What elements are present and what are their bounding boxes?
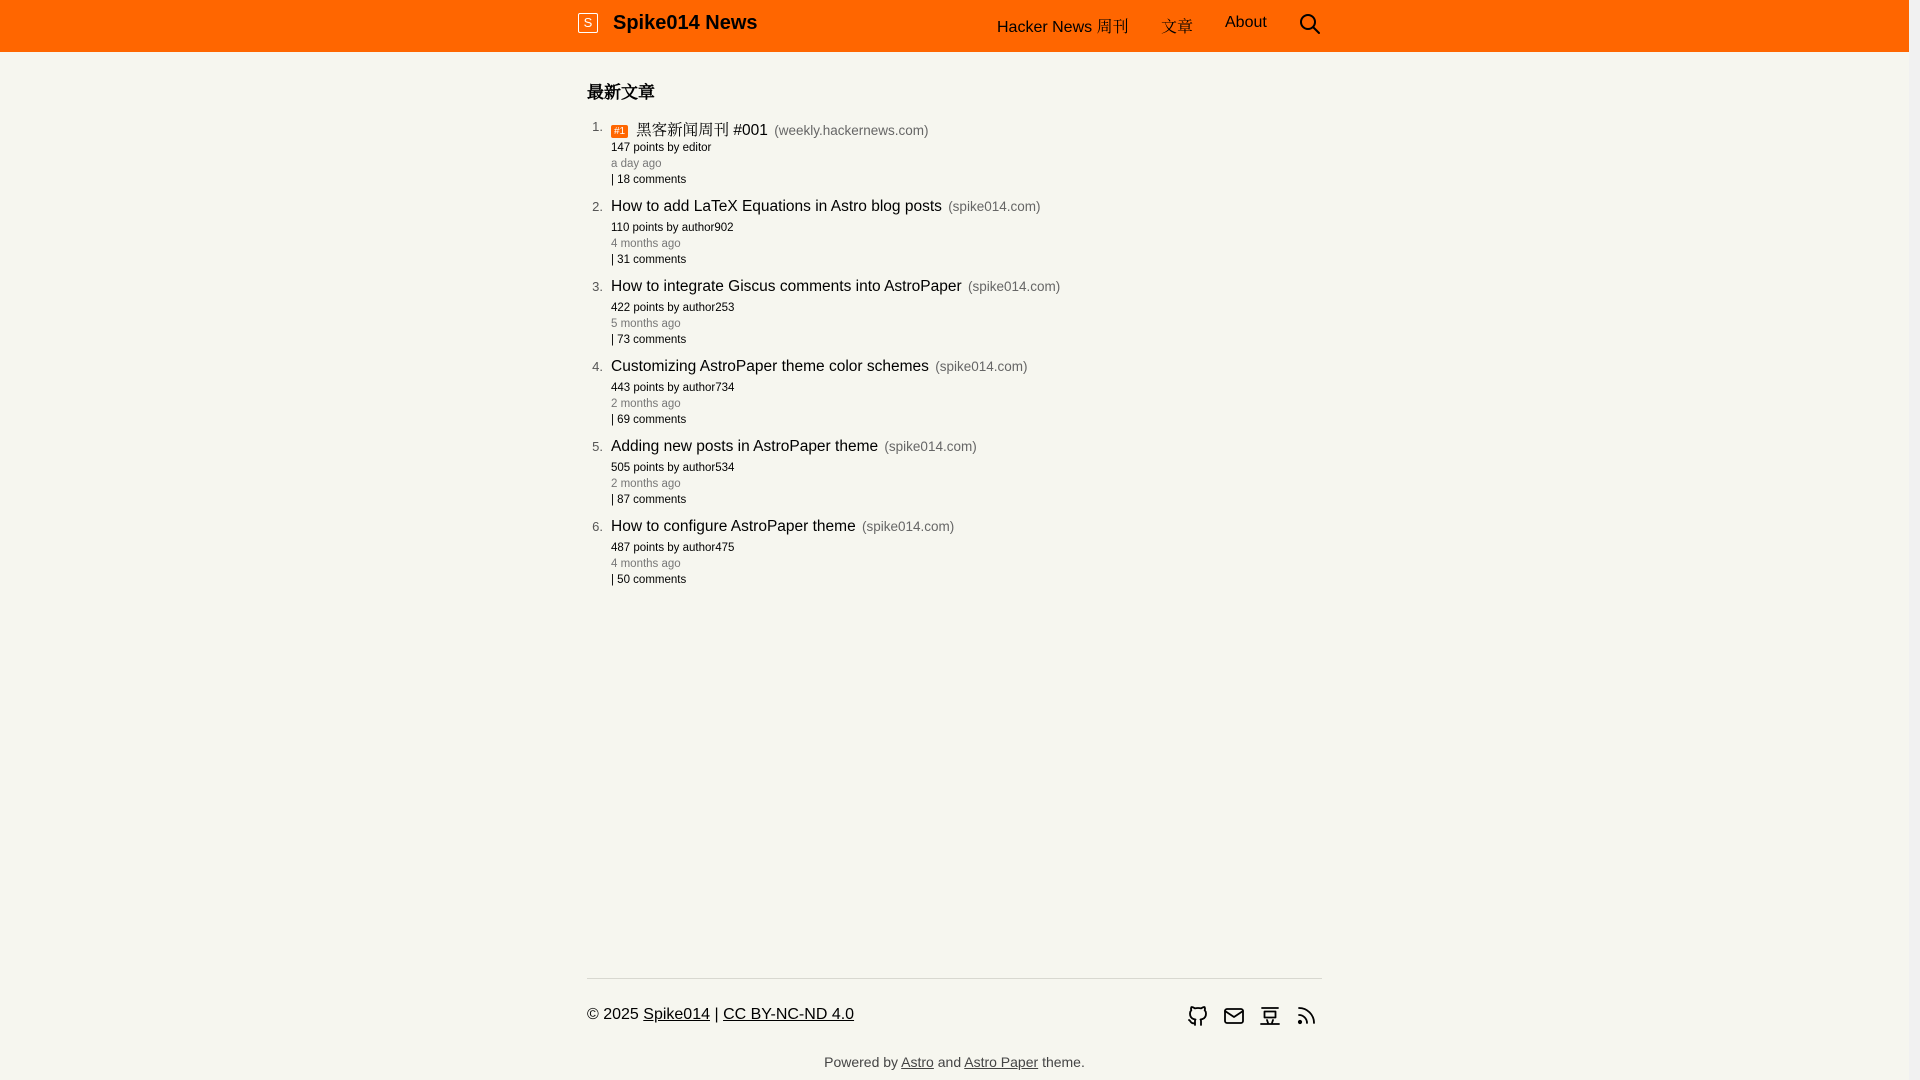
douban-link[interactable] [1258, 1004, 1282, 1028]
post-item [580, 278, 1280, 358]
post-title-link[interactable]: Customizing AstroPaper theme color schemes [611, 358, 929, 375]
astro-paper-link[interactable]: Astro Paper [964, 1054, 1039, 1070]
post-title-link[interactable]: How to add LaTeX Equations in Astro blog posts [611, 198, 942, 215]
post-time: 2 months ago [611, 398, 681, 410]
post-domain[interactable]: (spike014.com) [935, 359, 1028, 374]
post-domain[interactable]: (spike014.com) [967, 279, 1061, 294]
post-item [580, 118, 1280, 198]
post-points: 147 points by editor [611, 142, 712, 154]
copyright-text: © 2025 [587, 1006, 639, 1023]
github-link[interactable] [1186, 1004, 1210, 1028]
post-points: 487 points by author475 [611, 542, 735, 554]
astro-link[interactable]: Astro [901, 1054, 934, 1070]
nav-articles[interactable]: 文章 [1161, 19, 1194, 36]
post-points: 110 points by author902 [611, 222, 734, 234]
post-time: 4 months ago [611, 238, 681, 250]
douban-icon [1258, 1004, 1282, 1028]
post-time: a day ago [611, 158, 662, 170]
rss-icon [1294, 1004, 1318, 1028]
post-time: 4 months ago [611, 558, 681, 570]
footer-divider [587, 978, 1322, 979]
post-rank: 2. [592, 199, 603, 214]
post-comments-link[interactable]: | 69 comments [611, 414, 687, 426]
post-domain[interactable]: (spike014.com) [862, 519, 955, 534]
post-time: 2 months ago [611, 478, 681, 490]
author-link[interactable]: Spike014 [643, 1006, 710, 1023]
post-domain[interactable]: (spike014.com) [884, 439, 977, 454]
post-time: 5 months ago [611, 318, 681, 330]
post-badge: #1 [611, 125, 628, 138]
post-comments-link[interactable]: | 50 comments [611, 574, 687, 586]
site-title-link[interactable]: Spike014 News [613, 12, 758, 34]
search-icon [1298, 12, 1322, 36]
post-rank: 4. [592, 359, 603, 374]
post-domain[interactable]: (weekly.hackernews.com) [774, 123, 929, 138]
powered-by-text [0, 1054, 1909, 1070]
page-scrollbar[interactable] [1909, 0, 1920, 1080]
post-title-line [611, 438, 977, 456]
post-rank: 3. [592, 279, 603, 294]
nav-hacker-news-weekly[interactable]: Hacker News 周刊 [997, 19, 1129, 36]
post-rank: 1. [592, 119, 603, 134]
post-title-link[interactable]: How to configure AstroPaper theme [611, 518, 856, 535]
site-logo-icon[interactable]: S [578, 13, 598, 33]
post-comments-link[interactable]: | 18 comments [611, 174, 687, 186]
post-comments-link[interactable]: | 87 comments [611, 494, 687, 506]
license-link[interactable]: CC BY-NC-ND 4.0 [723, 1006, 855, 1023]
github-icon [1186, 1004, 1210, 1028]
post-item [580, 518, 1280, 598]
post-comments-link[interactable]: | 73 comments [611, 334, 687, 346]
post-points: 443 points by author734 [611, 382, 735, 394]
mail-link[interactable] [1222, 1004, 1246, 1028]
post-rank: 6. [592, 519, 603, 534]
post-title-link[interactable]: 黑客新闻周刊 #001 [636, 122, 768, 139]
post-title-link[interactable]: How to integrate Giscus comments into AstroPaper [611, 278, 962, 295]
top-navbar [0, 0, 1909, 52]
navbar-inner [578, 0, 1324, 50]
post-title-line [611, 118, 929, 140]
post-title-line [611, 198, 1040, 216]
mail-icon [1222, 1004, 1246, 1028]
footer-copyright [587, 1006, 854, 1024]
post-item [580, 438, 1280, 518]
post-points: 505 points by author534 [611, 462, 735, 474]
post-title-line [611, 278, 1060, 296]
post-points: 422 points by author253 [611, 302, 735, 314]
rss-link[interactable] [1294, 1004, 1318, 1028]
post-title-line [611, 518, 954, 536]
post-item [580, 358, 1280, 438]
post-item [580, 198, 1280, 278]
section-title: 最新文章 [587, 83, 655, 102]
post-comments-link[interactable]: | 31 comments [611, 254, 687, 266]
post-title-line [611, 358, 1028, 376]
powered-prefix: Powered by [824, 1054, 899, 1070]
post-title-link[interactable]: Adding new posts in AstroPaper theme [611, 438, 879, 455]
search-button[interactable] [1298, 12, 1322, 36]
post-domain[interactable]: (spike014.com) [948, 199, 1041, 214]
post-rank: 5. [592, 439, 603, 454]
nav-about[interactable]: About [1225, 14, 1267, 31]
footer-separator: | [714, 1006, 719, 1023]
powered-and: and [937, 1054, 962, 1070]
powered-suffix: theme. [1042, 1054, 1085, 1070]
